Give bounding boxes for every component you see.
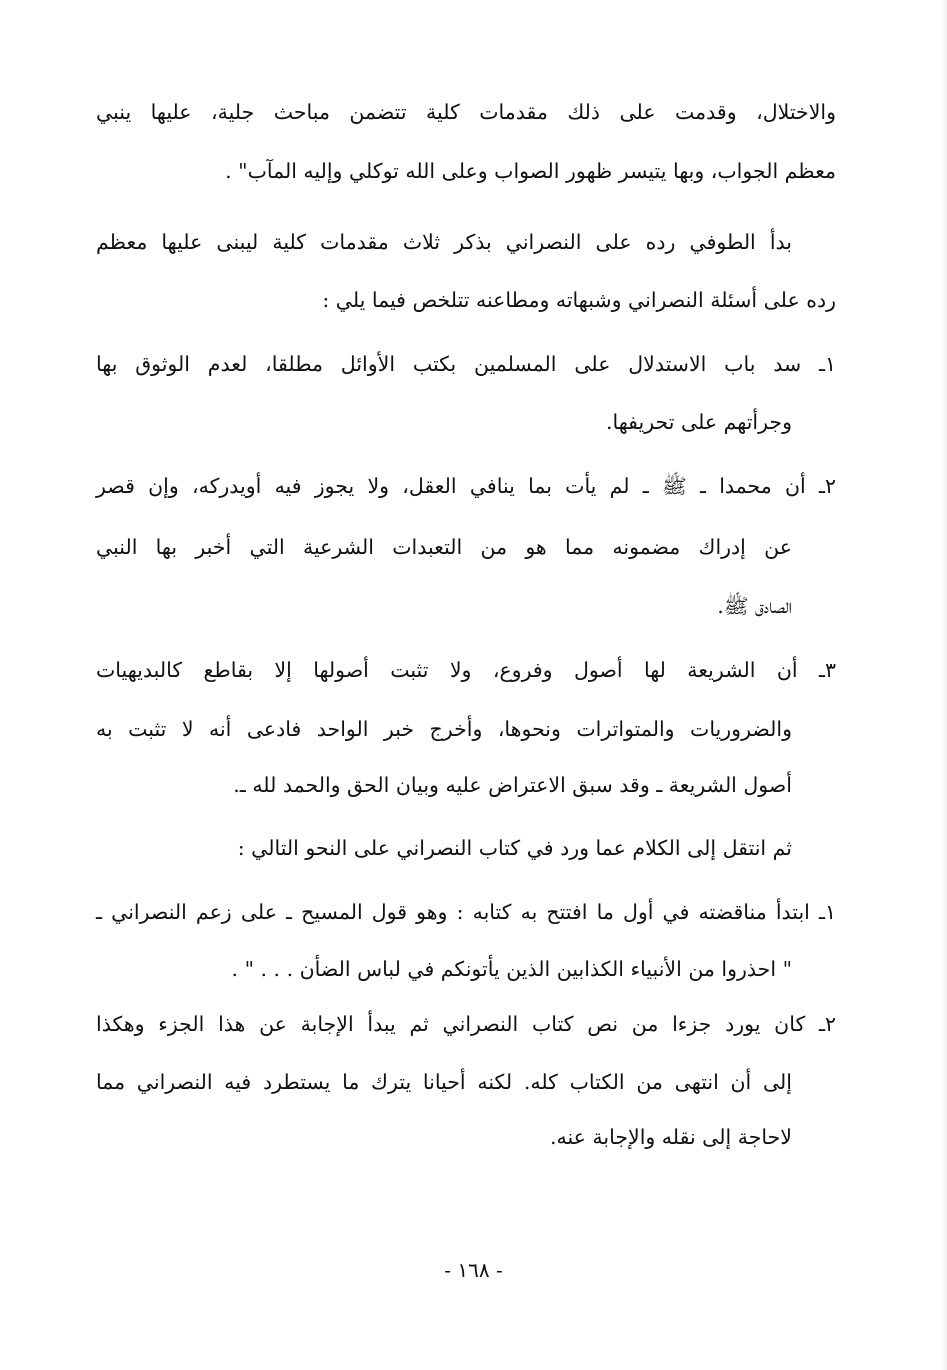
paragraph-line: والاختلال، وقدمت على ذلك مقدمات كلية تتضمن مباحث جلية، عليها ينبي <box>96 100 836 124</box>
list-item-2-cont: عن إدراك مضمونه مما هو من التعبدات الشرعية التي أخبر بها النبي <box>96 535 792 559</box>
list-item-q1-cont: " احذروا من الأنبياء الكذابين الذين يأتونكم في لباس الضأن . . . " . <box>231 957 792 981</box>
list-item-q2-cont: لاحاجة إلى نقله والإجابة عنه. <box>549 1125 792 1149</box>
paragraph-line: ثم انتقل إلى الكلام عما ورد في كتاب النصراني على النحو التالي : <box>237 836 792 860</box>
scan-edge-shadow <box>941 0 947 1370</box>
paragraph-line: معظم الجواب، وبها يتيسر ظهور الصواب وعلى الله توكلي وإليه المآب" . <box>225 159 836 183</box>
list-item-q1: ١ـ ابتدأ مناقضته في أول ما افتتح به كتابه : وهو قول المسيح ـ على زعم النصراني ـ <box>96 900 836 924</box>
list-item-q2: ٢ـ كان يورد جزءا من نص كتاب النصراني ثم يبدأ الإجابة عن هذا الجزء وهكذا <box>96 1012 836 1036</box>
list-item-3-cont: أصول الشريعة ـ وقد سبق الاعتراض عليه وبيان الحق والحمد لله ـ. <box>233 773 792 797</box>
list-item-1-cont: وجرأتهم على تحريفها. <box>605 410 792 434</box>
list-item-q2-cont: إلى أن انتهى من الكتاب كله. لكنه أحيانا يترك ما يستطرد فيه النصراني مما <box>96 1070 792 1094</box>
list-item-2-cont: الصادق ﷺ. <box>717 594 792 618</box>
list-item-2: ٢ـ أن محمدا ـ ﷺ ـ لم يأت بما ينافي العقل، ولا يجوز فيه أويدركه، وإن قصر <box>96 474 836 498</box>
paragraph-line: رده على أسئلة النصراني وشبهاته ومطاعنه تتلخص فيما يلي : <box>322 288 836 312</box>
list-item-3-cont: والضروريات والمتواترات ونحوها، وأخرج خبر الواحد فادعى أنه لا تثبت به <box>96 717 792 741</box>
page-number: - ١٦٨ - <box>444 1258 503 1282</box>
list-item-1: ١ـ سد باب الاستدلال على المسلمين بكتب الأوائل مطلقا، لعدم الوثوق بها <box>96 352 836 376</box>
paragraph-line: بدأ الطوفي رده على النصراني بذكر ثلاث مقدمات كلية ليبنى عليها معظم <box>96 230 792 254</box>
list-item-3: ٣ـ أن الشريعة لها أصول وفروع، ولا تثبت أصولها إلا بقاطع كالبديهيات <box>96 658 836 682</box>
